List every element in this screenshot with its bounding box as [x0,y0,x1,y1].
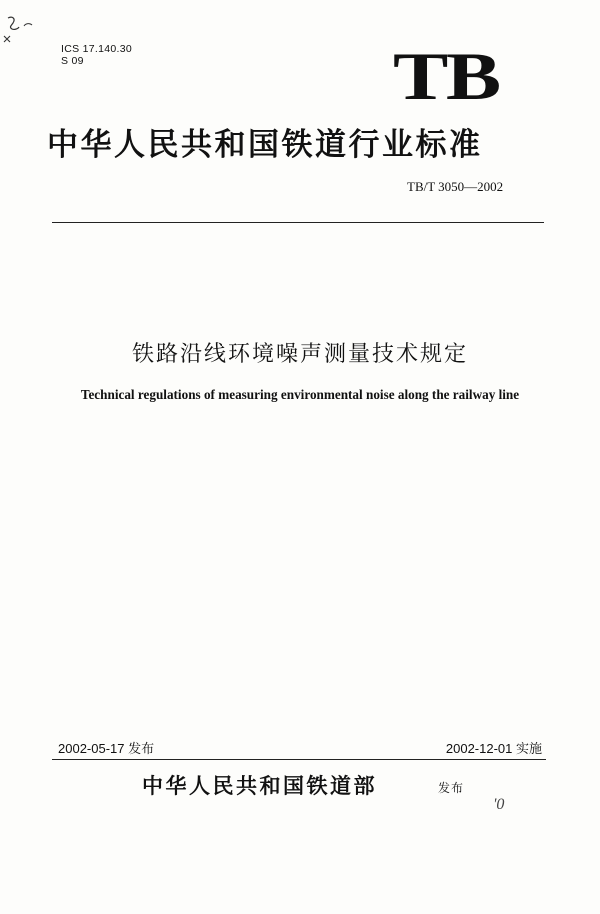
tb-logo: TB [393,38,499,114]
ics-code: ICS 17.140.30 [61,43,133,55]
footer-divider [52,759,546,760]
handwritten-mark-icon [2,14,36,44]
class-code: S 09 [61,55,84,67]
standard-code: TB/T 3050—2002 [407,179,504,194]
document-title-cn: 铁路沿线环境噪声测量技术规定 [131,342,468,367]
page-mark: '0 [493,796,505,813]
implement-date: 2002-12-01 实施 [445,741,542,756]
header-divider [52,222,544,223]
document-title-en: Technical regulations of measuring environmental noise along the railway line [80,387,520,402]
standard-title: 中华人民共和国铁道行业标准 [47,127,483,163]
release-date: 2002-05-17 发布 [58,741,155,756]
issuer-name: 中华人民共和国铁道部 [142,774,377,798]
issue-label: 发布 [438,781,465,795]
ics-code-block [61,43,132,67]
